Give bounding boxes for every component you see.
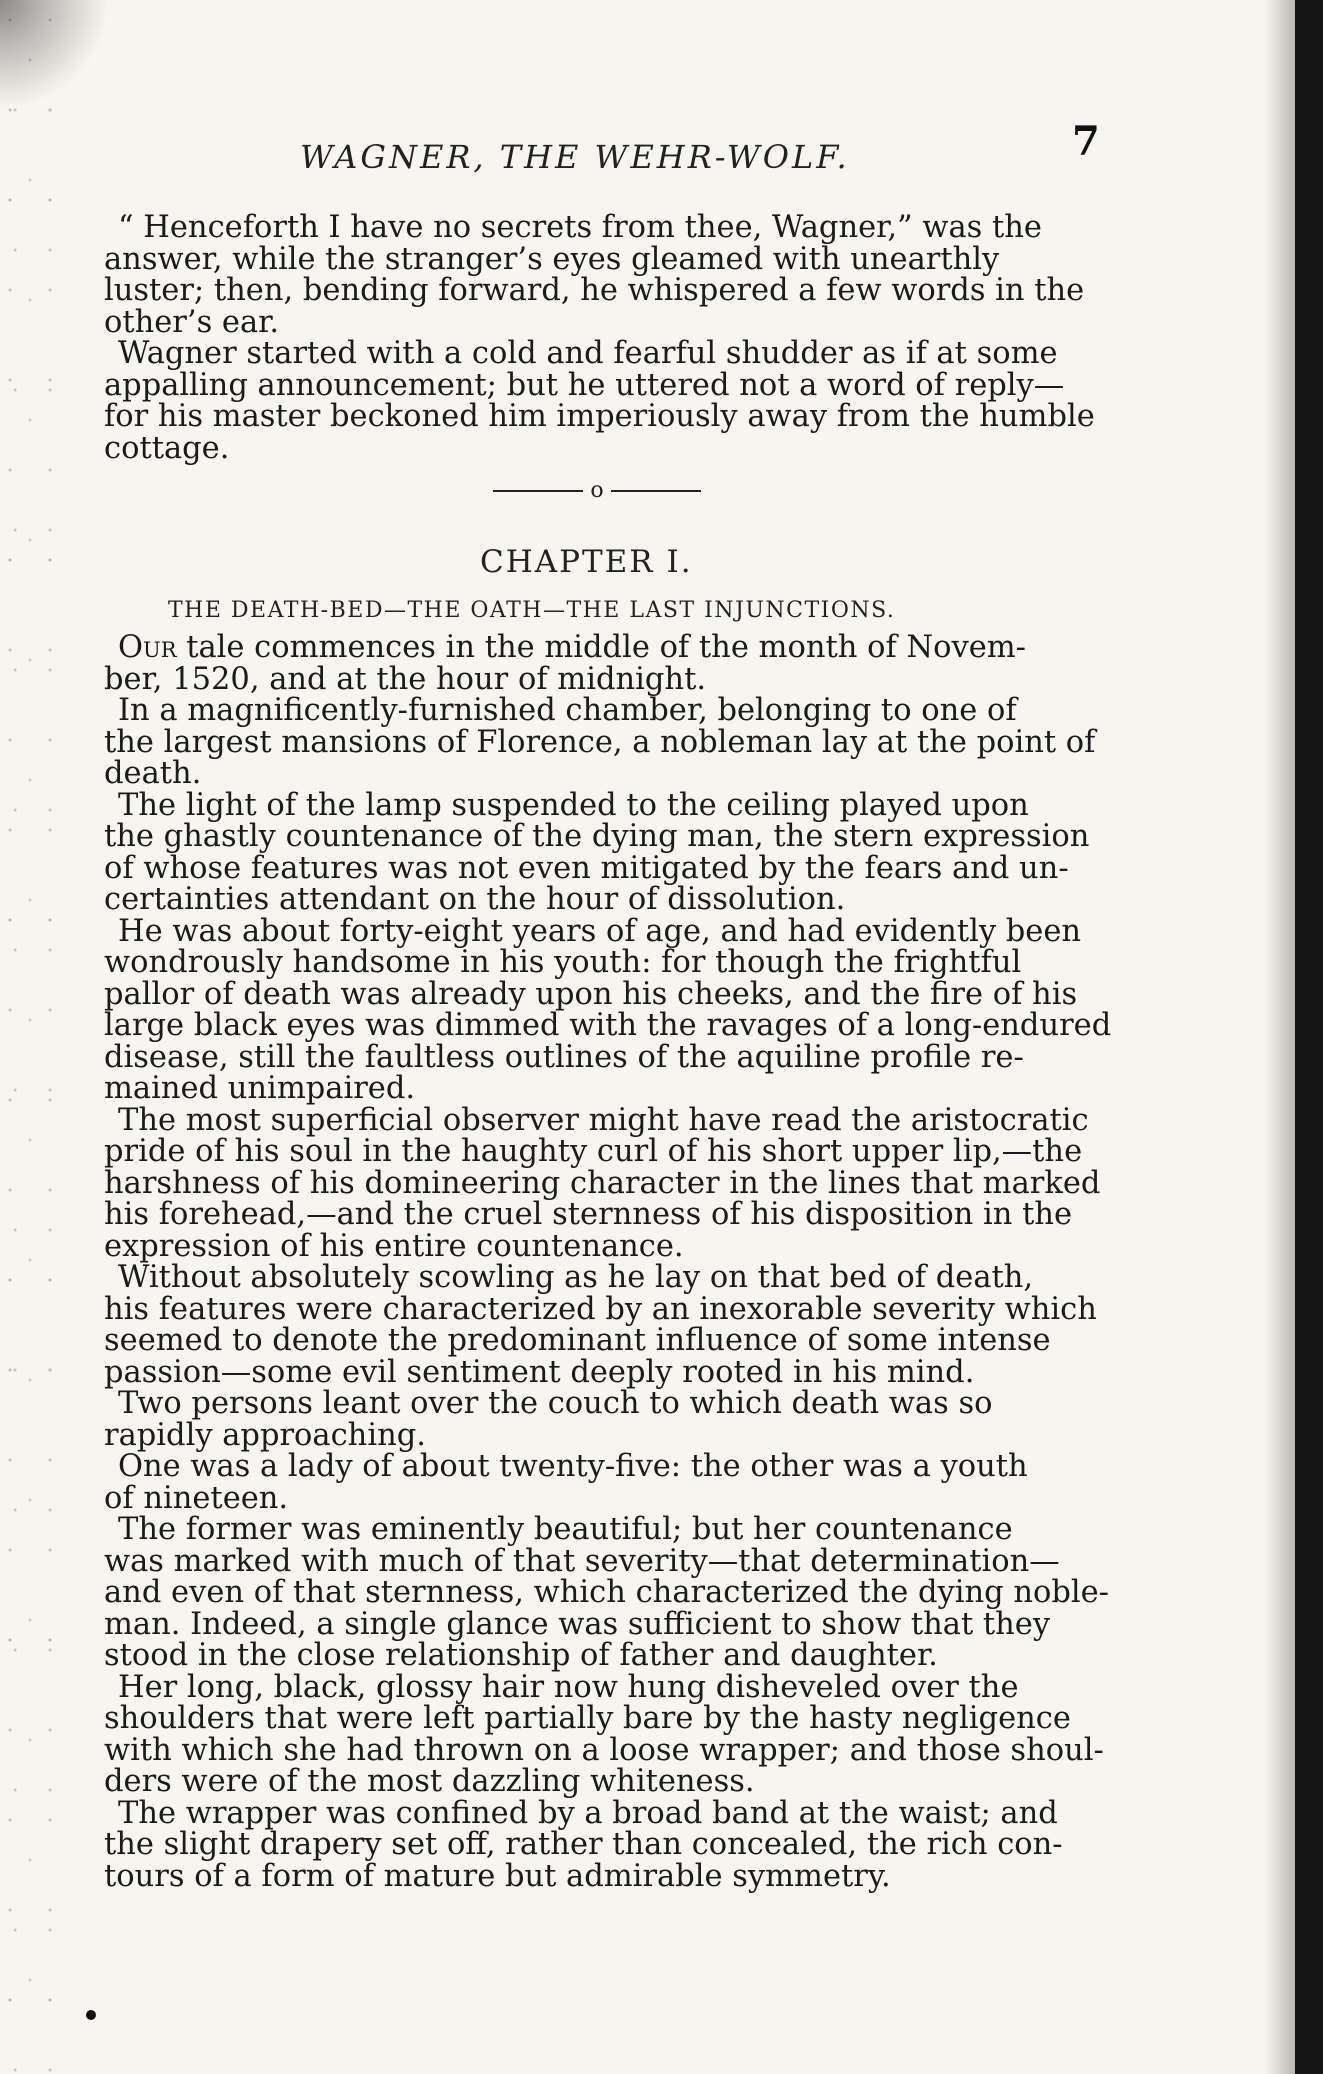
paragraph	[104, 212, 1134, 338]
text-line: death.	[104, 756, 202, 791]
chapter-body	[104, 632, 1134, 1892]
text-line: of nineteen.	[104, 1480, 289, 1516]
text-line: wondrously handsome in his youth: for though the frightful	[104, 945, 1022, 980]
text-line: In a magnificently-furnished chamber, belonging to one of	[118, 693, 1017, 728]
text-line: his forehead,—and the cruel sternness of his disposition in the	[104, 1197, 1073, 1232]
paragraph	[104, 1102, 1134, 1264]
chapter-subtitle: THE DEATH-BED—THE OATH—THE LAST INJUNCTIONS.	[168, 598, 896, 623]
intro-text	[104, 212, 1134, 464]
text-line: pallor of death was already upon his cheeks, and the fire of his	[104, 976, 1078, 1012]
text-line: was marked with much of that severity—that determination—	[104, 1543, 1060, 1579]
chapter-title: CHAPTER I.	[480, 544, 693, 580]
text-line: seemed to denote the predominant influence of some intense	[104, 1323, 1051, 1358]
text-line: pride of his soul in the haughty curl of his short upper lip,—the	[104, 1134, 1083, 1169]
text-line: rapidly approaching.	[104, 1417, 426, 1453]
binding-shadow	[1265, 0, 1295, 2074]
text-line: luster; then, bending forward, he whispered a few words in the	[104, 273, 1085, 308]
text-line: his features were characterized by an inexorable severity which	[104, 1291, 1097, 1327]
section-divider	[487, 478, 707, 508]
text-line: expression of his entire countenance.	[104, 1228, 684, 1264]
line-text: tale commences in the middle of the month of Novem-	[176, 630, 1026, 665]
first-word: Our	[118, 630, 177, 665]
paragraph	[104, 1451, 1134, 1514]
ink-dot	[86, 2010, 96, 2020]
text-line: and even of that sternness, which characterized the dying noble-	[104, 1575, 1109, 1610]
text-line: stood in the close relationship of father and daughter.	[104, 1638, 938, 1673]
text-line	[104, 632, 1134, 664]
text-line: for his master beckoned him imperiously away from the humble	[104, 399, 1095, 434]
text-line: The light of the lamp suspended to the ceiling played upon	[118, 787, 1029, 823]
divider-rule-left	[493, 490, 583, 492]
text-line: Without absolutely scowling as he lay on that bed of death,	[118, 1260, 1034, 1295]
text-line: Two persons leant over the couch to which death was so	[118, 1386, 993, 1421]
text-line: Wagner started with a cold and fearful shudder as if at some	[118, 336, 1058, 371]
text-line: the largest mansions of Florence, a nobleman lay at the point of	[104, 724, 1096, 760]
text-line: certainties attendant on the hour of dissolution.	[104, 882, 846, 917]
text-line: ber, 1520, and at the hour of midnight.	[104, 661, 707, 697]
text-line: the ghastly countenance of the dying man, the stern expression	[104, 819, 1090, 854]
text-line: The former was eminently beautiful; but her countenance	[118, 1512, 1013, 1547]
paragraph	[104, 787, 1134, 917]
text-line: Her long, black, glossy hair now hung disheveled over the	[118, 1669, 1019, 1705]
text-line: tours of a form of mature but admirable symmetry.	[104, 1858, 891, 1894]
text-line: cottage.	[104, 430, 230, 466]
paragraph	[104, 1262, 1134, 1388]
paragraph	[104, 338, 1134, 464]
text-line: mained unimpaired.	[104, 1071, 416, 1106]
text-line: appalling announcement; but he uttered not a word of reply—	[104, 367, 1065, 403]
paragraph	[104, 1388, 1134, 1451]
text-line: the slight drapery set off, rather than concealed, the rich con-	[104, 1827, 1063, 1862]
text-line: One was a lady of about twenty-five: the other was a youth	[118, 1449, 1028, 1484]
page-edge-noise	[0, 0, 70, 2074]
text-line: He was about forty-eight years of age, and had evidently been	[118, 913, 1082, 949]
text-line: answer, while the stranger’s eyes gleamed with unearthly	[104, 241, 1000, 277]
paragraph	[104, 695, 1134, 790]
text-line: ders were of the most dazzling whiteness.	[104, 1764, 755, 1799]
paragraph	[104, 1514, 1134, 1672]
paragraph	[104, 632, 1134, 695]
text-line: of whose features was not even mitigated by the fears and un-	[104, 850, 1069, 886]
divider-rule-right	[611, 490, 701, 492]
divider-ornament: o	[590, 478, 604, 503]
text-line: passion—some evil sentiment deeply rooted in his mind.	[104, 1354, 975, 1390]
text-line: with which she had thrown on a loose wrapper; and those shoul-	[104, 1732, 1104, 1768]
text-line: The wrapper was confined by a broad band at the waist; and	[118, 1795, 1058, 1831]
text-line: man. Indeed, a single glance was sufficient to show that they	[104, 1606, 1051, 1642]
text-line: large black eyes was dimmed with the ravages of a long-endured	[104, 1008, 1112, 1043]
text-line: The most superficial observer might have read the aristocratic	[118, 1102, 1089, 1138]
text-line: disease, still the faultless outlines of the aquiline profile re-	[104, 1039, 1024, 1075]
scan-border	[1295, 0, 1323, 2074]
paragraph	[104, 1795, 1134, 1894]
paragraph	[104, 913, 1134, 1106]
text-line: other’s ear.	[104, 304, 280, 340]
page-corner-smudge	[0, 0, 110, 110]
text-line: “ Henceforth I have no secrets from thee, Wagner,” was the	[118, 210, 1042, 245]
text-line: shoulders that were left partially bare by the hasty negligence	[104, 1701, 1071, 1736]
running-title: WAGNER, THE WEHR-WOLF.	[300, 138, 850, 176]
text-line: harshness of his domineering character in the lines that marked	[104, 1165, 1101, 1201]
page-number: 7	[1072, 118, 1100, 165]
paragraph	[104, 1669, 1134, 1799]
